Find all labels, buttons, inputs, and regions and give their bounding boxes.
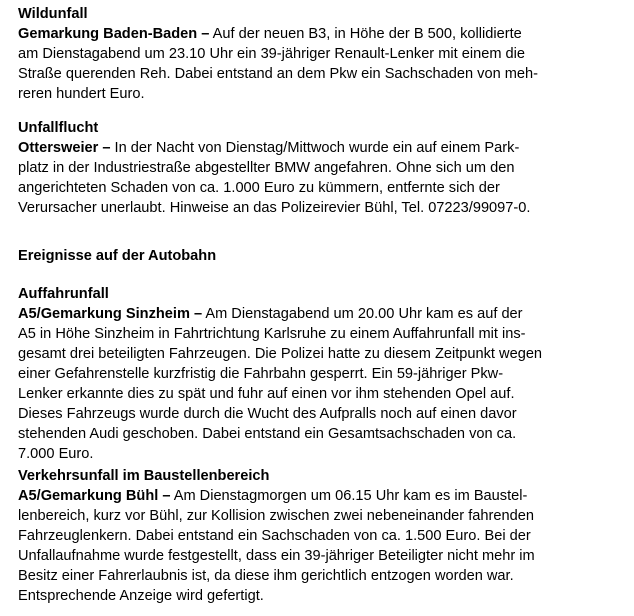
article-title: Verkehrsunfall im Baustellenbereich xyxy=(18,468,270,484)
article-location: A5/Gemarkung Bühl – xyxy=(18,488,171,504)
article-line: einer Gefahrenstelle kurzfristig die Fahrbahn gesperrt. Ein 59-jähriger Pkw- xyxy=(18,366,504,382)
article-line: Lenker erkannte dies zu spät und fuhr auf einen vor ihm stehenden Opel auf. xyxy=(18,386,515,402)
article-unfallflucht xyxy=(18,118,618,218)
article-line: Verursacher unerlaubt. Hinweise an das Polizeirevier Bühl, Tel. 07223/99097-0. xyxy=(18,200,531,216)
article-line: 7.000 Euro. xyxy=(18,446,94,462)
article-location: A5/Gemarkung Sinzheim – xyxy=(18,306,203,322)
article-first-line: A5/Gemarkung Bühl – Am Dienstagmorgen um 06.15 Uhr kam es im Baustel- xyxy=(18,488,528,504)
article-auffahrunfall xyxy=(18,284,618,464)
article-first-line: A5/Gemarkung Sinzheim – Am Dienstagabend um 20.00 Uhr kam es auf der xyxy=(18,306,523,322)
section-heading-autobahn xyxy=(18,246,618,266)
section-heading: Ereignisse auf der Autobahn xyxy=(18,248,217,264)
article-line: Straße querenden Reh. Dabei entstand an dem Pkw ein Sachschaden von meh- xyxy=(18,66,539,82)
article-line: lenbereich, kurz vor Bühl, zur Kollision zwischen zwei nebeneinander fahrenden xyxy=(18,508,534,524)
article-line: Unfallaufnahme wurde festgestellt, dass ein 39-jähriger Beteiligter nicht mehr im xyxy=(18,548,535,564)
article-line: platz in der Industriestraße abgestellter BMW angefahren. Ohne sich um den xyxy=(18,160,515,176)
article-first-line: Ottersweier – In der Nacht von Dienstag/Mittwoch wurde ein auf einem Park- xyxy=(18,140,520,156)
article-title: Wildunfall xyxy=(18,6,88,22)
article-line: Besitz einer Fahrerlaubnis ist, da diese ihm gerichtlich entzogen worden war. xyxy=(18,568,514,584)
article-wildunfall xyxy=(18,4,618,104)
article-baustellenbereich xyxy=(18,466,618,606)
article-location: Ottersweier – xyxy=(18,140,111,156)
article-line: Entsprechende Anzeige wird gefertigt. xyxy=(18,588,264,604)
article-line: stehenden Audi geschoben. Dabei entstand ein Gesamtsachschaden von ca. xyxy=(18,426,517,442)
article-line: gesamt drei beteiligten Fahrzeugen. Die Polizei hatte zu diesem Zeitpunkt wegen xyxy=(18,346,543,362)
article-line: A5 in Höhe Sinzheim in Fahrtrichtung Karlsruhe zu einem Auffahrunfall mit ins- xyxy=(18,326,526,342)
article-title: Auffahrunfall xyxy=(18,286,109,302)
article-line: Dieses Fahrzeugs wurde durch die Wucht des Aufpralls noch auf einen davor xyxy=(18,406,517,422)
article-line: reren hundert Euro. xyxy=(18,86,145,102)
article-first-line: Gemarkung Baden-Baden – Auf der neuen B3, in Höhe der B 500, kollidierte xyxy=(18,26,522,42)
article-line: am Dienstagabend um 23.10 Uhr ein 39-jähriger Renault-Lenker mit einem die xyxy=(18,46,526,62)
article-location: Gemarkung Baden-Baden – xyxy=(18,26,210,42)
article-line: Fahrzeuglenkern. Dabei entstand ein Sachschaden von ca. 1.500 Euro. Bei der xyxy=(18,528,531,544)
article-title: Unfallflucht xyxy=(18,120,99,136)
article-line: angerichteten Schaden von ca. 1.000 Euro zu kümmern, entfernte sich der xyxy=(18,180,500,196)
